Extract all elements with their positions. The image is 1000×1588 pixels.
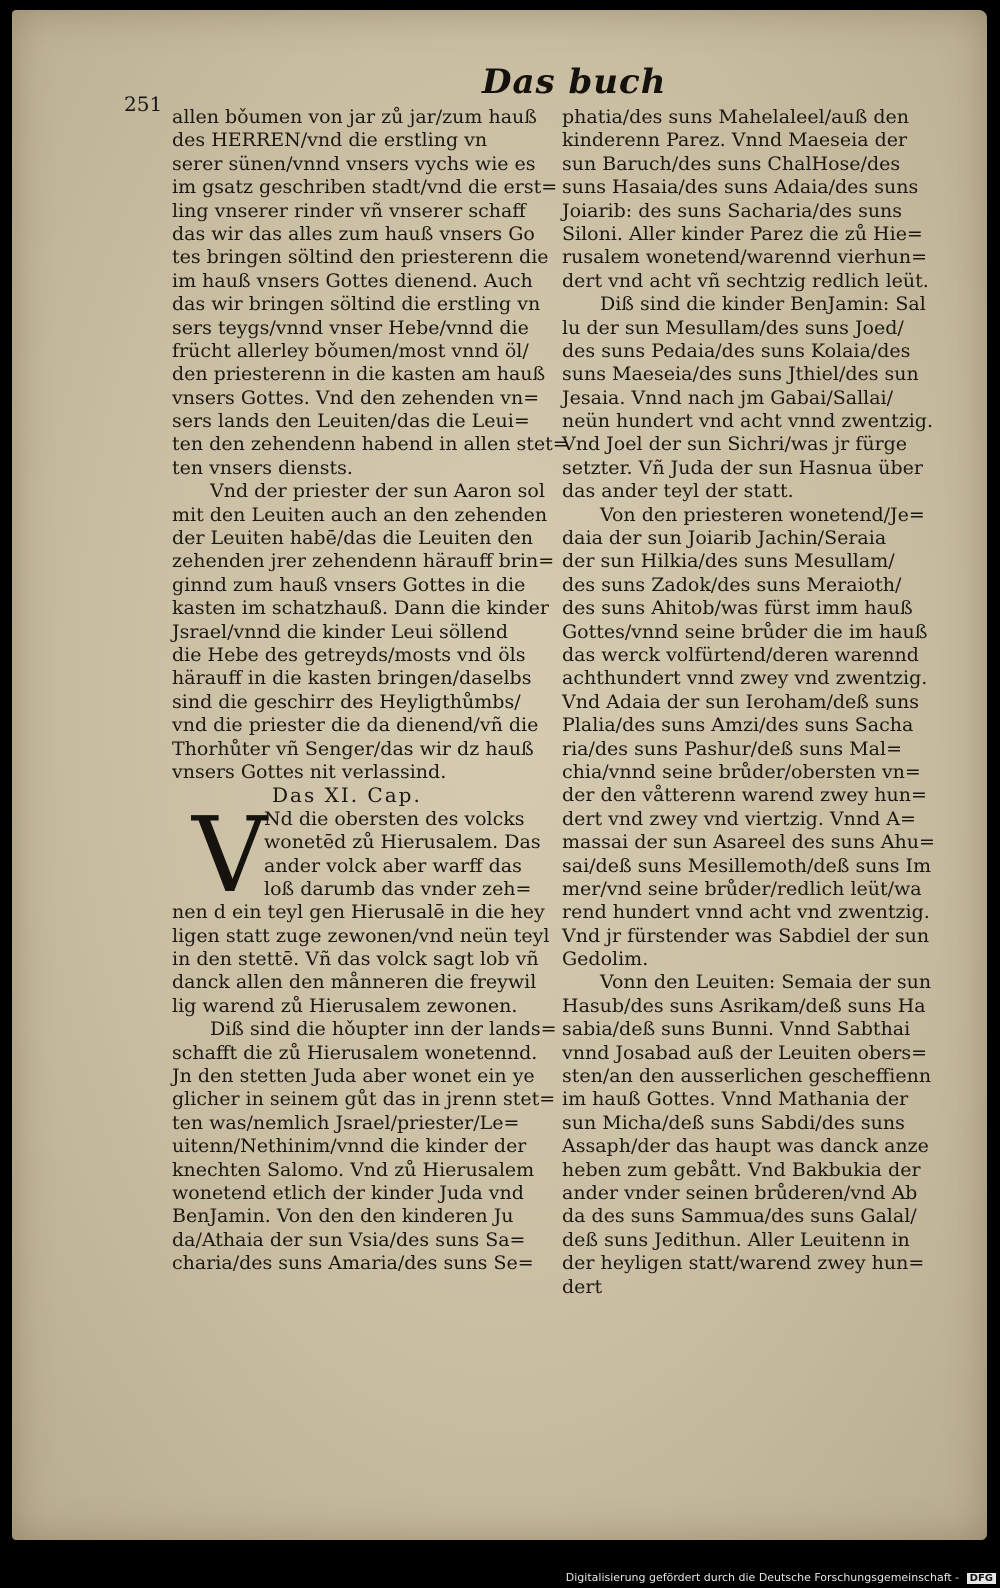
text-line: der Leuiten habē/das die Leuiten den xyxy=(172,527,534,550)
right-column-text xyxy=(562,106,967,1299)
text-line: des suns Zadok/des suns Meraioth/ xyxy=(562,573,902,596)
digitization-footer xyxy=(566,1571,996,1584)
text-line: Jn den stetten Juda aber wonet ein ye xyxy=(172,1065,535,1088)
text-line: vnnd Josabad auß der Leuiten obers= xyxy=(562,1041,927,1064)
text-line: serer sünen/vnnd vnsers vychs wie es xyxy=(172,152,536,175)
text-line: Diß sind die hǒupter inn der lands= xyxy=(210,1018,557,1041)
text-line: Jesaia. Vnnd nach jm Gabai/Sallai/ xyxy=(562,386,894,409)
page-number: 251 xyxy=(124,92,163,116)
book-page xyxy=(12,10,987,1540)
text-line: heben zum gebått. Vnd Bakbukia der xyxy=(562,1158,921,1181)
text-line: Vnd Joel der sun Sichri/was jr fürge xyxy=(562,433,908,456)
text-line: sten/an den ausserlichen gescheffienn xyxy=(562,1065,932,1088)
text-line: glicher in seinem gůt das in jrenn stet= xyxy=(172,1088,556,1111)
text-line: Assaph/der das haupt was danck anze xyxy=(562,1135,929,1158)
text-line: mer/vnd seine brůder/redlich leüt/wa xyxy=(562,877,922,900)
text-line: das werck volfürtend/deren warennd xyxy=(562,643,919,666)
text-line: im hauß vnsers Gottes dienend. Auch xyxy=(172,269,533,292)
text-line: vnd die priester die da dienend/vñ die xyxy=(172,714,539,737)
text-line: Gottes/vnnd seine brůder die im hauß xyxy=(562,620,928,643)
text-line: phatia/des suns Mahelaleel/auß den xyxy=(562,106,910,128)
left-column xyxy=(172,106,569,1276)
text-line: loß darumb das vnder zeh= xyxy=(264,877,532,900)
text-line: die Hebe des getreyds/mosts vnd öls xyxy=(172,643,526,666)
text-line: mit den Leuiten auch an den zehenden xyxy=(172,503,548,526)
text-line: frücht allerley bǒumen/most vnnd öl/ xyxy=(172,339,529,362)
text-line: massai der sun Asareel des suns Ahu= xyxy=(562,831,935,854)
left-column-text-continued xyxy=(172,901,562,1275)
text-line: vnsers Gottes nit verlassind. xyxy=(172,760,447,783)
text-line: da des suns Sammua/des suns Galal/ xyxy=(562,1205,917,1228)
text-line: ligen statt zuge zewonen/vnd neün teyl xyxy=(172,924,550,947)
text-line: ginnd zum hauß vnsers Gottes in die xyxy=(172,573,526,596)
text-line: ling vnserer rinder vñ vnserer schaff xyxy=(172,199,526,222)
text-line: Joiarib: des suns Sacharia/des suns xyxy=(562,199,903,222)
text-line: lu der sun Mesullam/des suns Joed/ xyxy=(562,316,904,339)
text-line: deß suns Jedithun. Aller Leuitenn in xyxy=(562,1228,910,1251)
text-line: rusalem wonetend/warennd vierhun= xyxy=(562,246,927,269)
text-line: des HERREN/vnd die erstling vn xyxy=(172,129,488,152)
text-line: in den stettē. Vñ das volck sagt lob vñ xyxy=(172,948,539,971)
text-line: uitenn/Nethinim/vnnd die kinder der xyxy=(172,1135,527,1158)
text-line: kasten im schatzhauß. Dann die kinder xyxy=(172,597,549,620)
text-line: Von den priesteren wonetend/Je= xyxy=(600,503,925,526)
text-line: des suns Ahitob/was fürst imm hauß xyxy=(562,597,913,620)
text-line: im gsatz geschriben stadt/vnd die erst= xyxy=(172,176,558,199)
text-line: das wir bringen söltind die erstling vn xyxy=(172,293,541,316)
text-line: Vnd der priester der sun Aaron sol xyxy=(210,480,545,503)
text-line: ten vnsers diensts. xyxy=(172,456,353,479)
text-line: zehenden jrer zehendenn härauff brin= xyxy=(172,550,555,573)
text-line: sers teygs/vnnd vnser Hebe/vnnd die xyxy=(172,316,529,339)
text-line: Vonn den Leuiten: Semaia der sun xyxy=(600,971,932,994)
text-line: ten den zehendenn habend in allen stet= xyxy=(172,433,569,456)
text-line: härauff in die kasten bringen/daselbs xyxy=(172,667,532,690)
text-line: kinderenn Parez. Vnnd Maeseia der xyxy=(562,129,908,152)
text-line: setzter. Vñ Juda der sun Hasnua über xyxy=(562,456,923,479)
text-line: vnsers Gottes. Vnd den zehenden vn= xyxy=(172,386,540,409)
text-line: sers lands den Leuiten/das die Leui= xyxy=(172,410,530,433)
text-line: Plalia/des suns Amzi/des suns Sacha xyxy=(562,714,914,737)
text-line: danck allen den månneren die freywil xyxy=(172,971,537,994)
text-line: sind die geschirr des Heyligthůmbs/ xyxy=(172,690,521,713)
dfg-logo: DFG xyxy=(967,1573,996,1584)
text-line: rend hundert vnnd acht vnd zwentzig. xyxy=(562,901,930,924)
text-line: des suns Pedaia/des suns Kolaia/des xyxy=(562,339,911,362)
text-line: Jsrael/vnnd die kinder Leui söllend xyxy=(172,620,508,643)
text-line: Gedolim. xyxy=(562,948,649,971)
footer-credit: Digitalisierung gefördert durch die Deutsche Forschungsgemeinschaft - xyxy=(565,1571,960,1584)
text-line: wonetēd zů Hierusalem. Das xyxy=(264,831,541,854)
text-line: das ander teyl der statt. xyxy=(562,480,794,503)
text-line: den priesterenn in die kasten am hauß xyxy=(172,363,546,386)
running-title: Das buch xyxy=(482,62,667,102)
text-line: der sun Hilkia/des suns Mesullam/ xyxy=(562,550,895,573)
text-line: suns Maeseia/des suns Jthiel/des sun xyxy=(562,363,919,386)
text-line: im hauß Gottes. Vnnd Mathania der xyxy=(562,1088,909,1111)
text-line: Vnd Adaia der sun Ieroham/deß suns xyxy=(562,690,919,713)
text-line: da/Athaia der sun Vsia/des suns Sa= xyxy=(172,1228,526,1251)
chapter-heading: Das XI. Cap. xyxy=(272,783,422,808)
text-line: knechten Salomo. Vnd zů Hierusalem xyxy=(172,1158,535,1181)
text-line: ander vnder seinen brůderen/vnd Ab xyxy=(562,1181,918,1204)
text-line: charia/des suns Amaria/des suns Se= xyxy=(172,1252,534,1275)
text-line: daia der sun Joiarib Jachin/Seraia xyxy=(562,527,887,550)
text-line: sun Baruch/des suns ChalHose/des xyxy=(562,152,901,175)
text-line: Thorhůter vñ Senger/das wir dz hauß xyxy=(172,737,534,760)
text-line: der heyligen statt/warend zwey hun= xyxy=(562,1252,925,1275)
text-line: ten was/nemlich Jsrael/priester/Le= xyxy=(172,1111,520,1134)
text-line: der den våtterenn warend zwey hun= xyxy=(562,784,927,807)
text-line: sun Micha/deß suns Sabdi/des suns xyxy=(562,1111,905,1134)
text-line: Diß sind die kinder BenJamin: Sal xyxy=(600,293,926,316)
text-line: das wir das alles zum hauß vnsers Go xyxy=(172,222,535,245)
text-line: allen bǒumen von jar zů jar/zum hauß xyxy=(172,106,537,128)
text-line: wonetend etlich der kinder Juda vnd xyxy=(172,1181,524,1204)
left-column-text xyxy=(172,106,569,784)
text-line: dert xyxy=(562,1275,603,1298)
text-line: achthundert vnnd zwey vnd zwentzig. xyxy=(562,667,928,690)
text-line: sai/deß suns Mesillemoth/deß suns Im xyxy=(562,854,932,877)
text-line: Nd die obersten des volcks xyxy=(264,807,525,830)
text-line: nen d ein teyl gen Hierusalē in die hey xyxy=(172,901,545,924)
right-column xyxy=(562,106,967,1299)
text-line: lig warend zů Hierusalem zewonen. xyxy=(172,994,518,1017)
text-line: dert vnd zwey vnd viertzig. Vnnd A= xyxy=(562,807,916,830)
text-line: ria/des suns Pashur/deß suns Mal= xyxy=(562,737,902,760)
text-line: neün hundert vnd acht vnnd zwentzig. xyxy=(562,410,934,433)
text-line: Siloni. Aller kinder Parez die zů Hie= xyxy=(562,222,923,245)
text-line: schafft die zů Hierusalem wonetennd. xyxy=(172,1041,538,1064)
drop-cap-initial: V xyxy=(192,793,268,916)
text-line: dert vnd acht vñ sechtzig redlich leüt. xyxy=(562,269,929,292)
text-line: sabia/deß suns Bunni. Vnnd Sabthai xyxy=(562,1018,911,1041)
running-head xyxy=(12,62,987,116)
text-line: Vnd jr fürstender was Sabdiel der sun xyxy=(562,924,930,947)
text-line: tes bringen söltind den priesterenn die xyxy=(172,246,549,269)
text-line: suns Hasaia/des suns Adaia/des suns xyxy=(562,176,919,199)
text-line: chia/vnnd seine brůder/obersten vn= xyxy=(562,760,921,783)
text-line: BenJamin. Von den den kinderen Ju xyxy=(172,1205,514,1228)
text-line: ander volck aber warff das xyxy=(264,854,522,877)
text-line: Hasub/des suns Asrikam/deß suns Ha xyxy=(562,994,926,1017)
